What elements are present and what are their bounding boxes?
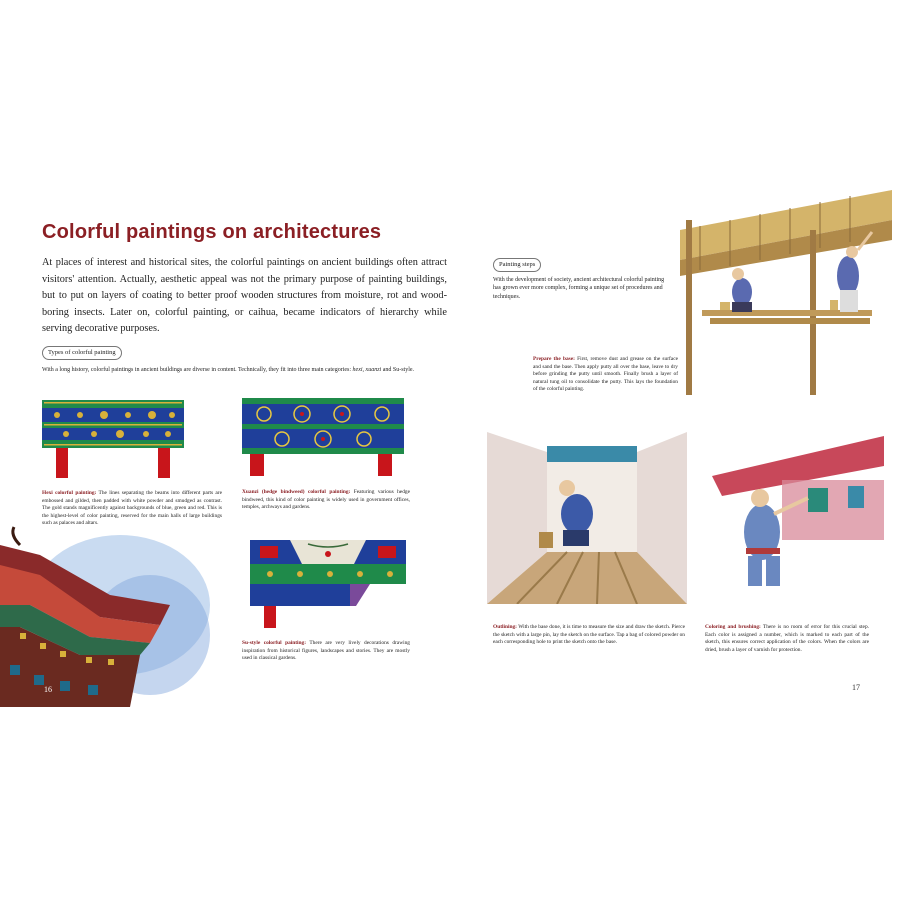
xuanzi-caption-heading: Xuanzi (hedge bindweed) colorful painting: [242, 489, 351, 495]
outlining-caption-text: With the base done, it is time to measure the size and draw the sketch. Pierce the sketch with a large pin, lay the sketch on the surface. Tap a bag of colored powder on each corresponding hole to print the sketch onto the base. [493, 624, 685, 646]
coloring-illustration [712, 436, 884, 586]
prepare-base-caption [533, 356, 678, 394]
su-style-caption-heading: Su-style colorful painting: [242, 640, 307, 646]
outlining-caption-heading: Outlining: [493, 624, 517, 630]
su-style-painting-illustration [250, 540, 406, 628]
prepare-base-caption-text: First, remove dust and grease on the surface and sand the base. Then apply putty all over the base, leave to dry before grinding the putty until smooth. Finally brush a layer of natural tung oil to consolidate the putty. This lays the foundation of the colorful painting. [533, 356, 678, 393]
prepare-base-illustration [680, 190, 892, 395]
left-page-number: 16 [44, 685, 52, 694]
page-title: Colorful paintings on architectures [42, 221, 382, 243]
hexi-caption-text: The lines separating the beams into different parts are embossed and gilded, then padded with white powder and smudged as contrast. The gold stands magnificently against backgrounds of blue, green and red. This is the highest-level of color painting, reserved for the main halls of large buildings such as palaces and altars. [42, 490, 222, 527]
steps-tag: Painting steps [493, 258, 541, 272]
roof-eave-illustration [0, 505, 210, 707]
intro-text: At places of interest and historical sites, the colorful paintings on ancient buildings often attract visitors' attention. Actually, aesthetic appeal was not the primary purpose of painting buildings, but to put on layers of coating to better proof wooden structures from moisture, rot and wood-boring insects. Later on, colorful painting, or caihua, became indicators of hierarchy while serving decorative purposes. [42, 257, 447, 334]
prepare-base-caption-heading: Prepare the base: [533, 356, 575, 362]
su-style-caption-text: There are very lively decorations drawing inspiration from historical figures, landscapes and stories. They are mostly used in classical gardens. [242, 640, 410, 662]
types-lead [42, 366, 422, 375]
right-page-number: 17 [852, 683, 860, 692]
types-lead-text-1: With a long history, colorful paintings in ancient buildings are diverse in content. Technically, they fit into three main categories: [42, 367, 353, 373]
coloring-caption-heading: Coloring and brushing: [705, 624, 761, 630]
types-lead-text-2: and Su-style. [381, 367, 415, 373]
outlining-illustration [487, 432, 687, 604]
outlining-caption [493, 624, 685, 647]
types-lead-emphasis: hexi, xuanzi [352, 367, 382, 373]
steps-lead: With the development of society, ancient architectural colorful painting has grown ever more complex, forming a unique set of procedures and techniques. [493, 277, 665, 300]
coloring-caption [705, 624, 869, 654]
xuanzi-caption-text: Featuring various hedge bindweed, this kind of color painting is widely used in government offices, temples, archways and gardens. [242, 489, 410, 511]
coloring-caption-text: There is no room of error for this crucial step. Each color is assigned a number, which is marked to each part of the sketch, this ensures correct application of the colors. When the colors are dried, brush a layer of varnish for protection. [705, 624, 869, 653]
hexi-caption-heading: Hexi colorful painting: [42, 490, 97, 496]
xuanzi-painting-illustration [242, 398, 404, 476]
su-style-caption [242, 640, 410, 663]
xuanzi-caption [242, 489, 410, 512]
intro-paragraph [42, 255, 447, 338]
hexi-painting-illustration [42, 400, 184, 478]
types-tag: Types of colorful painting [42, 346, 122, 360]
